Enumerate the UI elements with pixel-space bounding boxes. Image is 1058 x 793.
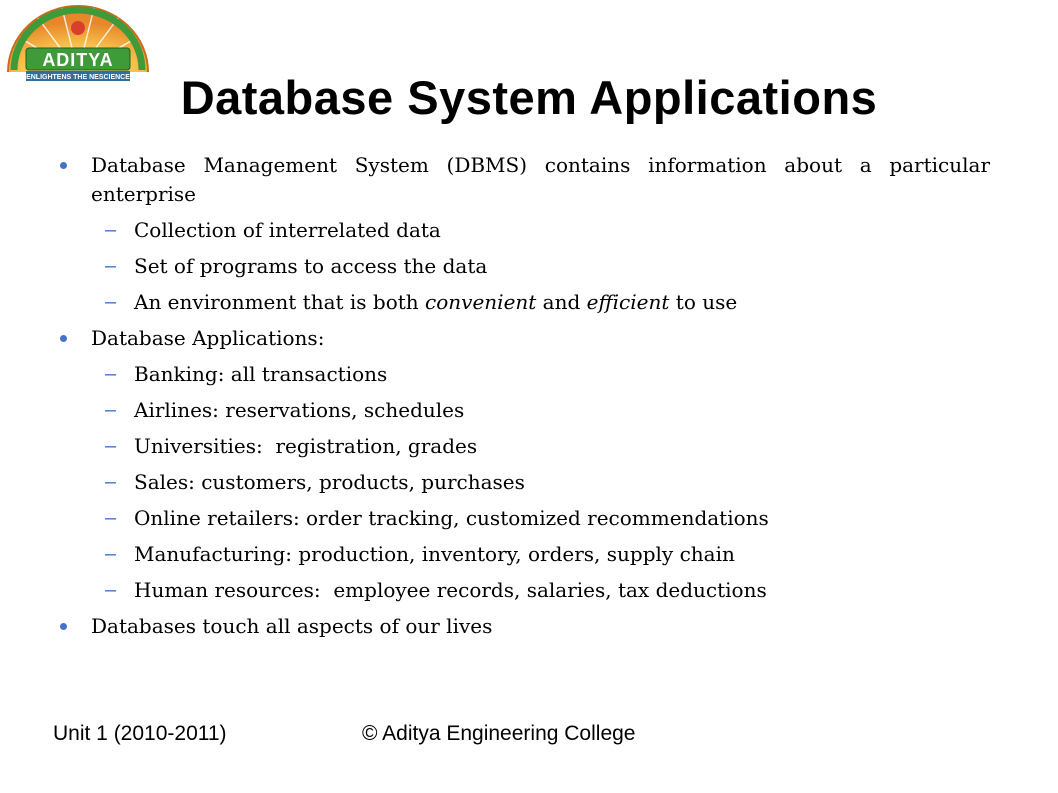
- dash-icon: –: [105, 219, 117, 241]
- bullet-text: Database Applications:: [91, 326, 325, 350]
- bullet-icon: [60, 623, 67, 630]
- bullet-lives: [60, 612, 990, 641]
- bullet-text: Database Management System (DBMS) contains information about a particular enterprise: [91, 153, 990, 206]
- application-item: [60, 360, 990, 389]
- application-item: [60, 576, 990, 605]
- env-text-pre: An environment that is both: [134, 290, 426, 314]
- dash-icon: –: [105, 255, 117, 277]
- sub-item-text: Collection of interrelated data: [134, 218, 441, 242]
- application-item: [60, 432, 990, 461]
- dash-icon: –: [105, 363, 117, 385]
- application-text: Airlines: reservations, schedules: [134, 398, 465, 422]
- application-item: [60, 540, 990, 569]
- sub-item-text: Set of programs to access the data: [134, 254, 488, 278]
- application-item: [60, 396, 990, 425]
- application-text: Sales: customers, products, purchases: [134, 470, 525, 494]
- application-text: Online retailers: order tracking, customized recommendations: [134, 506, 769, 530]
- slide-content: [60, 151, 990, 648]
- bullet-icon: [60, 335, 67, 342]
- svg-text:ADITYA: ADITYA: [42, 50, 114, 70]
- sub-item: [60, 216, 990, 245]
- env-text-post: to use: [669, 290, 738, 314]
- sub-item-environment: [60, 288, 990, 317]
- application-item: [60, 504, 990, 533]
- dash-icon: –: [105, 435, 117, 457]
- bullet-applications: [60, 324, 990, 353]
- dash-icon: –: [105, 399, 117, 421]
- bullet-text: Databases touch all aspects of our lives: [91, 614, 493, 638]
- sub-item: [60, 252, 990, 281]
- dash-icon: –: [105, 471, 117, 493]
- application-text: Universities: registration, grades: [134, 434, 478, 458]
- svg-text:ENLIGHTENS THE NESCIENCE: ENLIGHTENS THE NESCIENCE: [26, 74, 130, 81]
- bullet-dbms: [60, 151, 990, 209]
- application-text: Manufacturing: production, inventory, orders, supply chain: [134, 542, 735, 566]
- dash-icon: –: [105, 507, 117, 529]
- env-emphasis-efficient: efficient: [586, 290, 670, 314]
- application-text: Human resources: employee records, salaries, tax deductions: [134, 578, 767, 602]
- env-emphasis-convenient: convenient: [425, 290, 537, 314]
- application-text: Banking: all transactions: [134, 362, 388, 386]
- dash-icon: –: [105, 291, 117, 313]
- dash-icon: –: [105, 579, 117, 601]
- env-text-mid: and: [536, 290, 587, 314]
- bullet-icon: [60, 162, 67, 169]
- application-item: [60, 468, 990, 497]
- footer-unit: Unit 1 (2010-2011): [53, 722, 227, 745]
- slide-title: Database System Applications: [180, 71, 878, 124]
- footer-copyright: © Aditya Engineering College: [362, 722, 636, 745]
- dash-icon: –: [105, 543, 117, 565]
